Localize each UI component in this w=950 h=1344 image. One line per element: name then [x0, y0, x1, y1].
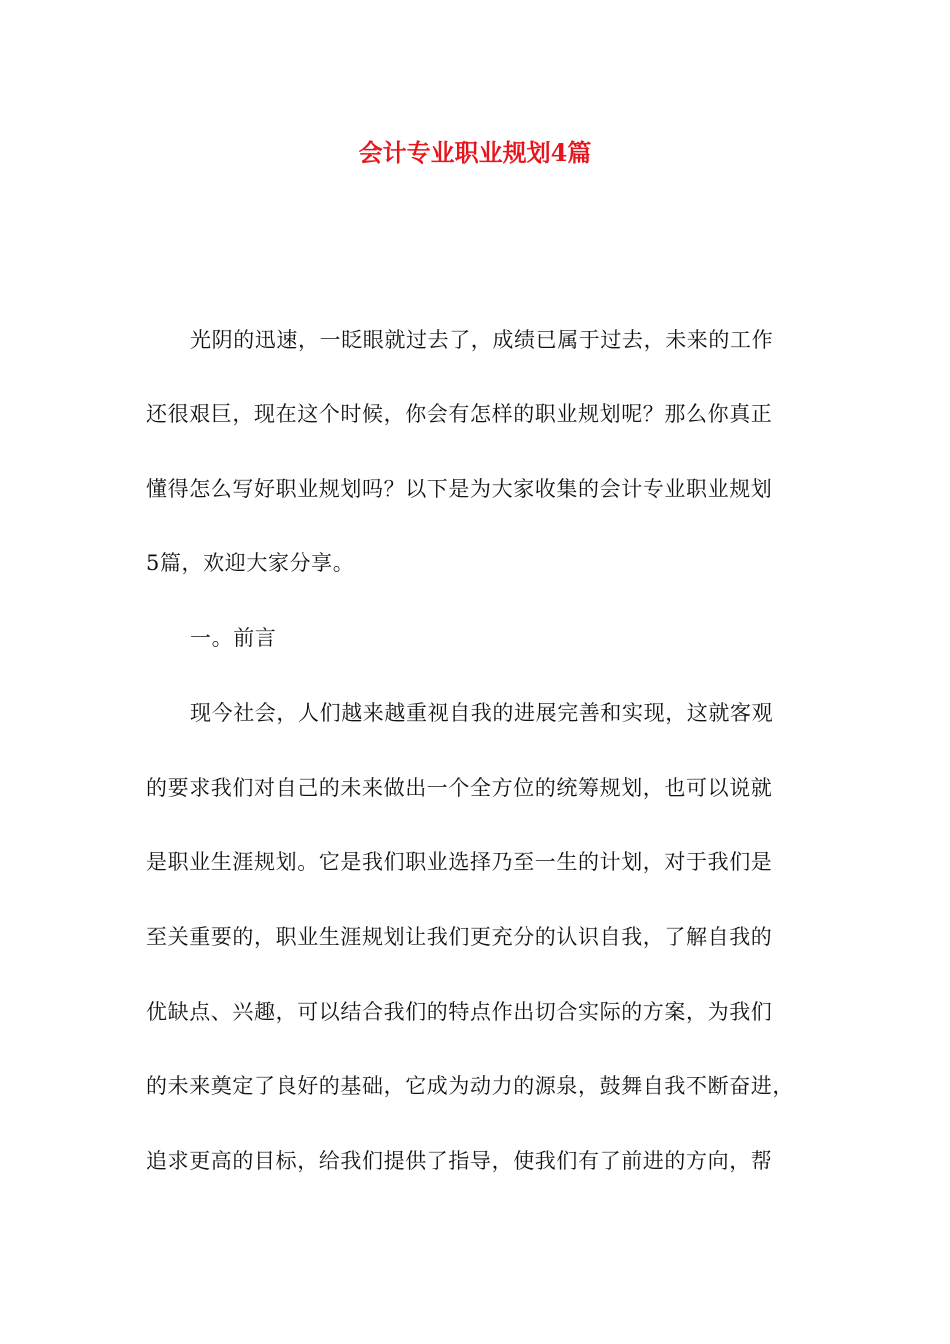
paragraph-line: 优缺点、兴趣，可以结合我们的特点作出切合实际的方案，为我们: [146, 1000, 773, 1024]
paragraph-line: 光阴的迅速，一眨眼就过去了，成绩已属于过去，未来的工作: [190, 328, 774, 352]
paragraph-line: 现今社会，人们越来越重视自我的进展完善和实现，这就客观: [190, 701, 774, 725]
section-heading: 一。前言: [190, 626, 277, 650]
paragraph-line: 还很艰巨，现在这个时候，你会有怎样的职业规划呢？那么你真正: [146, 402, 773, 426]
paragraph-line: 是职业生涯规划。它是我们职业选择乃至一生的计划，对于我们是: [146, 850, 773, 874]
paragraph-line: 至关重要的，职业生涯规划让我们更充分的认识自我，了解自我的: [146, 925, 773, 949]
paragraph-line: 5篇，欢迎大家分享。: [146, 551, 355, 575]
paragraph-line: 的未来奠定了良好的基础，它成为动力的源泉，鼓舞自我不断奋进，: [146, 1074, 794, 1098]
paragraph-line: 的要求我们对自己的未来做出一个全方位的统筹规划，也可以说就: [146, 776, 773, 800]
document-title: 会计专业职业规划4篇: [358, 138, 592, 167]
paragraph-line: 追求更高的目标，给我们提供了指导，使我们有了前进的方向，帮: [146, 1149, 773, 1173]
paragraph-line: 懂得怎么写好职业规划吗？以下是为大家收集的会计专业职业规划: [146, 477, 773, 501]
